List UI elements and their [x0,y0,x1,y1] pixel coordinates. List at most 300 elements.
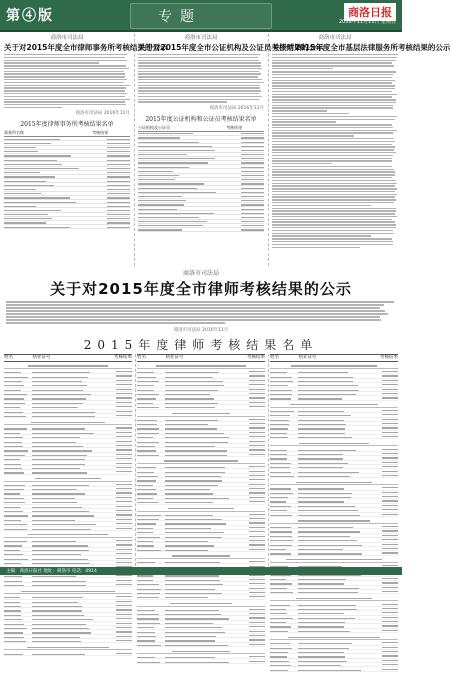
text-placeholder [249,441,265,442]
text-placeholder [241,225,264,226]
text-placeholder [116,553,132,554]
text-placeholder [382,578,398,579]
text-placeholder [116,601,132,602]
text-placeholder [382,389,398,390]
text-placeholder [116,618,132,619]
table-cell [137,652,165,671]
table-cell [104,623,132,624]
table-cell [370,449,398,450]
table-cell [138,227,226,231]
table-cell [237,514,265,515]
text-line [272,213,395,214]
text-placeholder [116,454,132,455]
table-cell [237,454,265,455]
text-line [272,171,395,172]
text-placeholder [138,146,212,147]
table-cell [104,618,132,619]
table-cell [370,530,398,531]
text-placeholder [382,587,398,588]
table-cell [370,647,398,648]
text-placeholder [116,627,132,628]
table-cell [370,427,398,428]
results-table [4,130,130,229]
text-line [272,71,396,72]
table-cell [237,402,265,403]
text-line [272,169,394,170]
text-placeholder [107,181,130,182]
text-placeholder [241,137,264,138]
text-placeholder [4,181,46,182]
text-placeholder [165,645,228,646]
text-placeholder [165,662,229,663]
text-placeholder [249,471,265,472]
text-placeholder [4,227,70,228]
text-placeholder [137,455,159,456]
table-cell [370,492,398,493]
text-placeholder [298,631,350,632]
text-placeholder [116,402,132,403]
article-source: 商洛市司法局 [184,35,218,41]
table-cell [370,552,398,553]
text-line [272,146,395,147]
table-cell [104,558,132,559]
table-cell [237,661,265,662]
table-header-result: 考核结果 [226,125,264,132]
text-line [4,57,125,58]
text-placeholder [116,432,132,433]
text-placeholder [116,497,132,498]
text-placeholder [138,150,215,151]
table-row [4,166,130,170]
table-cell [104,449,132,450]
table-cell [104,441,132,442]
table-row [138,219,264,223]
text-placeholder [107,185,130,186]
text-placeholder [249,445,265,446]
text-line [272,199,396,200]
grid-header-cell: 考核结果 [379,355,398,360]
text-placeholder [116,623,132,624]
text-line [4,82,124,83]
text-placeholder [382,565,398,566]
text-line [4,101,125,102]
text-placeholder [116,558,132,559]
text-placeholder [382,608,398,609]
text-placeholder [165,502,213,503]
table-cell [237,371,265,372]
text-placeholder [138,158,215,159]
text-placeholder [249,661,265,662]
table-cell [370,544,398,545]
table-cell [104,553,132,554]
article-signature: 商洛市司法局 2016年11月 [75,111,130,117]
text-line [272,174,395,175]
text-line [272,68,333,69]
text-line [272,205,371,206]
text-line [272,185,395,186]
article-headline: 关于对2015年度全市基层法律服务所考核结果的公示 [272,43,450,52]
text-placeholder [249,644,265,645]
text-placeholder [249,561,265,562]
text-placeholder [382,514,398,515]
text-placeholder [249,427,265,428]
text-line [138,57,258,58]
text-placeholder [382,410,398,411]
text-placeholder [116,514,132,515]
section-title: 专题 [158,9,202,25]
table-cell [237,441,265,442]
text-line [4,62,99,63]
table-cell [370,642,398,643]
text-placeholder [4,172,40,173]
text-placeholder [249,656,265,657]
text-line [272,166,392,167]
table-cell [370,471,398,472]
text-placeholder [382,436,398,437]
table-cell [104,653,132,654]
table-cell [370,591,398,592]
table-cell [104,375,132,376]
text-placeholder [249,596,265,597]
text-placeholder [382,457,398,458]
text-placeholder [249,384,265,385]
text-line [272,235,371,236]
text-placeholder [138,209,177,210]
table-cell [104,549,132,550]
table-cell [370,466,398,467]
text-line [4,104,126,105]
table-cell [104,519,132,520]
text-line [272,241,393,242]
table-cell [370,462,398,463]
text-line [272,224,396,225]
text-placeholder [107,189,130,190]
text-line [272,113,349,114]
article-headline: 关于对2015年度全市律师事务所考核结果的公示 [4,43,168,52]
text-placeholder [382,384,398,385]
text-line [272,152,396,153]
table-cell [370,608,398,609]
text-placeholder [107,168,130,169]
table-cell [237,531,265,532]
text-placeholder [382,453,398,454]
text-line [138,82,264,83]
table-cell [104,484,132,485]
text-placeholder [298,515,359,516]
text-placeholder [116,397,132,398]
grid-header-cell: 考核结果 [246,355,265,360]
table-cell [226,227,264,231]
text-placeholder [138,217,199,218]
text-placeholder [165,407,214,408]
table-cell [237,384,265,385]
table-cell [370,548,398,549]
text-placeholder [107,143,130,144]
text-placeholder [382,427,398,428]
results-column [137,354,265,566]
text-placeholder [138,137,180,138]
text-placeholder [382,582,398,583]
text-placeholder [249,423,265,424]
text-line [272,132,393,133]
table-cell [104,540,132,541]
table-cell [370,587,398,588]
text-placeholder [138,142,199,143]
text-placeholder [249,380,265,381]
page-label: 第④版 [6,8,54,24]
text-line [272,238,392,239]
text-line [6,304,384,306]
text-placeholder [241,162,264,163]
text-placeholder [249,389,265,390]
text-placeholder [4,654,23,655]
table-row [138,227,264,231]
text-line [272,65,394,66]
text-placeholder [138,225,203,226]
text-line [6,313,388,315]
footer-bar [0,567,402,575]
text-line [272,219,392,220]
table-cell [104,371,132,372]
text-placeholder [32,585,86,586]
text-placeholder [298,592,358,593]
text-placeholder [32,654,84,655]
table-cell [104,445,132,446]
text-placeholder [107,222,130,223]
table-cell [104,580,132,581]
text-line [138,79,262,80]
table-cell [237,380,265,381]
table-cell [237,427,265,428]
text-line [272,74,393,75]
text-placeholder [116,510,132,511]
text-line [138,96,262,97]
text-placeholder [241,179,264,180]
text-placeholder [4,218,52,219]
article-legal-service [272,34,450,266]
text-placeholder [107,227,130,228]
text-placeholder [249,639,265,640]
table-cell [370,509,398,510]
table-cell [370,514,398,515]
table-title: 2015年度律师事务所考核结果名单 [20,121,114,129]
text-line [272,194,397,195]
text-line [272,110,327,111]
table-cell [237,449,265,450]
text-placeholder [241,167,264,168]
text-line [272,141,395,142]
text-placeholder [116,640,132,641]
text-line [272,116,397,117]
text-placeholder [4,143,51,144]
text-placeholder [107,164,130,165]
table-cell [237,419,265,420]
main-headline: 关于对2015年度全市律师考核结果的公示 [50,280,352,298]
text-placeholder [382,500,398,501]
text-placeholder [241,200,264,201]
text-placeholder [241,196,264,197]
text-placeholder [249,419,265,420]
table-cell [237,436,265,437]
text-placeholder [116,596,132,597]
table-cell [4,225,92,229]
grid-header-cell: 姓名 [270,355,279,360]
table-cell [104,605,132,606]
table-row [138,156,264,160]
table-cell [237,579,265,580]
table-cell [104,614,132,615]
table-cell [32,644,103,663]
text-placeholder [249,518,265,519]
text-placeholder [116,528,132,529]
masthead [0,0,402,32]
text-placeholder [241,154,264,155]
text-placeholder [116,427,132,428]
text-line [272,60,396,61]
table-cell [370,539,398,540]
table-cell [104,406,132,407]
table-cell [370,397,398,398]
table-cell [237,423,265,424]
table-cell [237,479,265,480]
text-placeholder [4,189,36,190]
text-placeholder [241,229,264,230]
text-placeholder [382,397,398,398]
table-cell [370,487,398,488]
text-placeholder [382,591,398,592]
issue-date: 2016年11月11日 星期五 [338,19,396,25]
text-placeholder [116,631,132,632]
text-line [4,73,125,74]
text-placeholder [382,393,398,394]
grid-header-cell: 姓名 [4,355,13,360]
table-cell [370,436,398,437]
table-cell [237,397,265,398]
table-cell [104,601,132,602]
table-cell [104,492,132,493]
text-placeholder [107,206,130,207]
text-line [138,68,262,69]
table-row [4,200,130,204]
text-placeholder [249,588,265,589]
text-placeholder [249,449,265,450]
table-cell [298,660,369,679]
table-cell [270,660,298,679]
text-placeholder [382,505,398,506]
text-placeholder [382,471,398,472]
table-cell [237,484,265,485]
table-cell [104,436,132,437]
text-placeholder [249,484,265,485]
text-placeholder [138,175,179,176]
text-placeholder [241,188,264,189]
text-placeholder [4,168,79,169]
article-body [138,54,264,103]
newspaper-logo: 商洛日报 [344,3,396,21]
table-cell [104,575,132,576]
text-placeholder [116,375,132,376]
text-line [272,124,392,125]
grid-header-cell: 姓名 [137,355,146,360]
table-cell [104,640,132,641]
text-placeholder [382,612,398,613]
text-placeholder [137,502,158,503]
table-cell [370,475,398,476]
text-placeholder [107,172,130,173]
text-line [272,158,392,159]
text-line [138,93,259,94]
text-line [4,76,125,77]
table-cell [370,393,398,394]
text-line [138,99,259,100]
text-placeholder [249,544,265,545]
text-placeholder [4,206,36,207]
text-placeholder [4,214,48,215]
text-placeholder [249,522,265,523]
text-line [272,80,395,81]
grid-header-cell: 执业证号 [298,355,317,360]
text-placeholder [249,536,265,537]
table-cell [237,527,265,528]
text-line [272,144,392,145]
results-table-title: 2015年度律师考核结果名单 [83,337,319,352]
text-placeholder [4,155,71,156]
text-placeholder [249,613,265,614]
table-cell [370,414,398,415]
text-placeholder [138,154,187,155]
lawyer-results-grid [4,354,398,566]
text-placeholder [382,423,398,424]
table-cell [370,410,398,411]
text-line [272,127,393,128]
text-placeholder [249,617,265,618]
text-placeholder [382,604,398,605]
table-cell [237,501,265,502]
text-line [272,85,395,86]
table-cell [370,617,398,618]
text-placeholder [138,221,207,222]
text-placeholder [241,158,264,159]
table-cell [104,497,132,498]
table-cell [104,411,132,412]
text-line [138,71,259,72]
article-signature: 商洛市司法局 2016年11月 [209,105,264,111]
text-line [272,94,397,95]
table-cell [104,402,132,403]
text-placeholder [298,553,362,554]
text-line [4,87,126,88]
text-placeholder [270,670,288,671]
text-placeholder [382,492,398,493]
table-cell [237,518,265,519]
text-placeholder [382,509,398,510]
text-placeholder [298,437,351,438]
text-placeholder [249,579,265,580]
text-line [272,221,395,222]
text-placeholder [249,479,265,480]
grid-header-cell: 执业证号 [165,355,184,360]
text-placeholder [382,552,398,553]
table-cell [237,549,265,550]
results-table [138,125,264,233]
text-placeholder [116,389,132,390]
text-line [272,82,392,83]
table-cell [370,500,398,501]
table-cell [104,397,132,398]
text-line [138,76,258,77]
table-cell [104,631,132,632]
text-placeholder [382,535,398,536]
